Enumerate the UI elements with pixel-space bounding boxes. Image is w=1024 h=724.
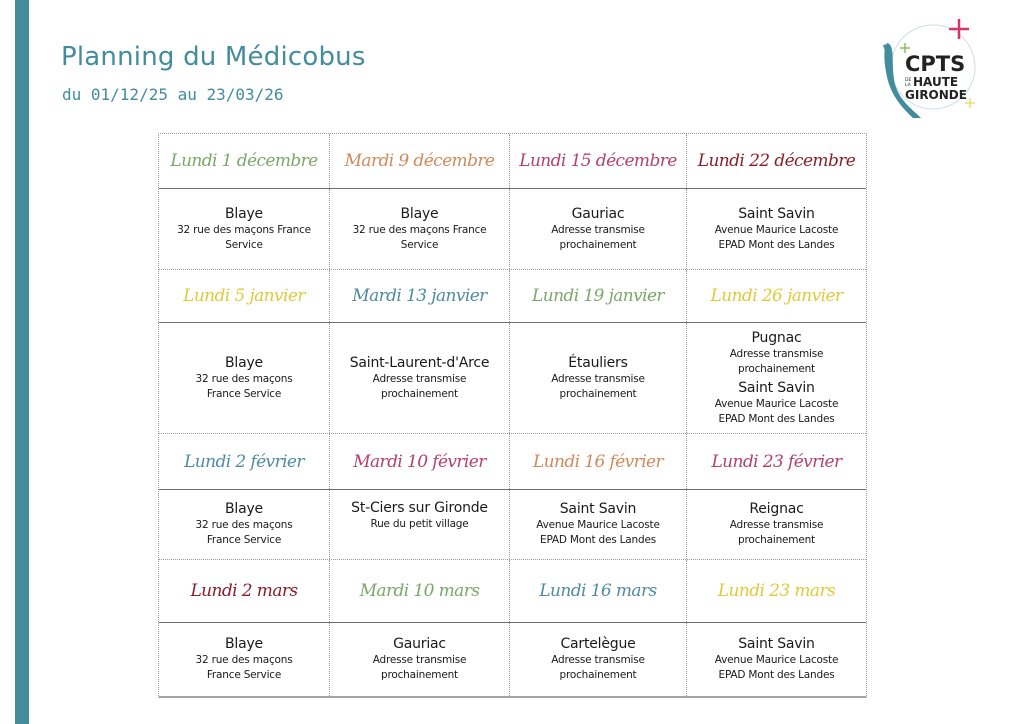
place-name: Gauriac bbox=[393, 636, 446, 652]
location-cell bbox=[687, 189, 866, 269]
date-label: Lundi 16 février bbox=[532, 451, 664, 472]
location-cell bbox=[330, 490, 510, 559]
month-block-february bbox=[159, 434, 866, 560]
date-label: Lundi 16 mars bbox=[539, 581, 657, 601]
location-row bbox=[159, 323, 866, 434]
cpts-logo bbox=[875, 15, 985, 120]
address-line: EPAD Mont des Landes bbox=[718, 238, 835, 251]
address-line: Service bbox=[400, 238, 439, 251]
date-label: Lundi 5 janvier bbox=[183, 286, 305, 306]
address-line: prochainement bbox=[559, 387, 637, 400]
date-label: Lundi 26 janvier bbox=[710, 286, 843, 306]
address-line: Adresse transmise bbox=[729, 347, 824, 360]
date-row bbox=[159, 434, 866, 490]
address-line: 32 rue des maçons France bbox=[352, 223, 487, 236]
place-name: Saint Savin bbox=[738, 379, 815, 396]
place-name: Blaye bbox=[400, 205, 439, 222]
location-cell bbox=[159, 623, 330, 696]
date-label: Lundi 2 février bbox=[184, 451, 304, 472]
place-name: Saint-Laurent-d'Arce bbox=[349, 354, 490, 371]
address-line: France Service bbox=[206, 669, 282, 681]
address-line: prochainement bbox=[381, 669, 458, 681]
date-label: Mardi 10 mars bbox=[359, 581, 480, 601]
date-row bbox=[159, 134, 866, 189]
location-cell bbox=[510, 189, 687, 269]
location-cell bbox=[510, 490, 687, 559]
location-cell bbox=[687, 623, 866, 696]
address-line: Rue du petit village bbox=[370, 518, 469, 530]
location-cell bbox=[159, 189, 330, 269]
address-line: Adresse transmise bbox=[551, 372, 645, 385]
location-cell bbox=[687, 323, 866, 433]
svg-text:DE: DE bbox=[905, 78, 912, 83]
address-line: 32 rue des maçons bbox=[195, 372, 293, 385]
date-row bbox=[159, 270, 866, 323]
address-line: Avenue Maurice Lacoste bbox=[714, 654, 839, 666]
location-cell bbox=[330, 189, 510, 269]
place-name: Pugnac bbox=[751, 329, 802, 346]
date-range-subtitle: du 01/12/25 au 23/03/26 bbox=[62, 85, 284, 104]
month-block-march bbox=[159, 560, 866, 696]
month-block-january bbox=[159, 270, 866, 434]
date-label: Mardi 9 décembre bbox=[344, 151, 495, 171]
address-line: Avenue Maurice Lacoste bbox=[536, 519, 660, 531]
address-line: Service bbox=[225, 238, 263, 251]
address-line: prochainement bbox=[381, 387, 458, 400]
date-label: Lundi 1 décembre bbox=[170, 151, 318, 171]
svg-text:GIRONDE: GIRONDE bbox=[905, 88, 967, 102]
address-line: Adresse transmise bbox=[372, 372, 467, 385]
address-line: Avenue Maurice Lacoste bbox=[714, 223, 839, 236]
location-cell bbox=[510, 323, 687, 433]
page-title: Planning du Médicobus bbox=[61, 42, 366, 72]
address-line: 32 rue des maçons bbox=[195, 519, 293, 531]
place-name: Gauriac bbox=[571, 205, 625, 222]
place-name: Cartelègue bbox=[560, 636, 636, 652]
place-name: Blaye bbox=[225, 205, 263, 222]
location-cell bbox=[159, 323, 330, 433]
date-label: Lundi 23 mars bbox=[717, 581, 836, 601]
address-line: prochainement bbox=[559, 669, 637, 681]
location-cell bbox=[510, 623, 687, 696]
place-name: Blaye bbox=[225, 636, 263, 652]
place-name: Blaye bbox=[225, 501, 263, 517]
address-line: prochainement bbox=[738, 534, 815, 546]
place-name: Étauliers bbox=[568, 354, 628, 371]
place-name: St-Ciers sur Gironde bbox=[351, 500, 488, 516]
place-name: Saint Savin bbox=[559, 501, 637, 517]
location-cell bbox=[330, 323, 510, 433]
address-line: Avenue Maurice Lacoste bbox=[714, 397, 839, 410]
location-row bbox=[159, 623, 866, 696]
location-cell bbox=[330, 623, 510, 696]
address-line: France Service bbox=[206, 387, 282, 400]
date-label: Lundi 19 janvier bbox=[532, 286, 664, 306]
place-name: Saint Savin bbox=[738, 636, 815, 652]
schedule-table bbox=[158, 133, 867, 698]
date-label: Lundi 23 février bbox=[711, 451, 842, 472]
place-name: Saint Savin bbox=[738, 205, 815, 222]
location-row bbox=[159, 189, 866, 270]
date-label: Mardi 10 février bbox=[353, 451, 486, 472]
address-line: Adresse transmise bbox=[372, 654, 467, 666]
location-row bbox=[159, 490, 866, 560]
date-row bbox=[159, 560, 866, 623]
svg-text:CPTS: CPTS bbox=[905, 52, 966, 76]
address-line: EPAD Mont des Landes bbox=[540, 534, 656, 546]
date-label: Mardi 13 janvier bbox=[352, 286, 487, 306]
address-line: 32 rue des maçons bbox=[195, 654, 293, 666]
address-line: prochainement bbox=[559, 238, 637, 251]
address-line: EPAD Mont des Landes bbox=[718, 669, 835, 681]
address-line: EPAD Mont des Landes bbox=[718, 412, 835, 425]
place-name: Blaye bbox=[225, 354, 263, 371]
address-line: Adresse transmise bbox=[729, 519, 824, 531]
address-line: France Service bbox=[206, 534, 282, 546]
date-label: Lundi 15 décembre bbox=[519, 151, 677, 171]
location-cell bbox=[687, 490, 866, 559]
logo-graphic bbox=[875, 15, 985, 120]
address-line: Adresse transmise bbox=[551, 654, 645, 666]
left-accent-bar bbox=[15, 0, 29, 724]
month-block-december bbox=[159, 134, 866, 270]
address-line: 32 rue des maçons France bbox=[177, 223, 311, 236]
address-line: prochainement bbox=[738, 362, 815, 375]
location-cell bbox=[159, 490, 330, 559]
date-label: Lundi 2 mars bbox=[190, 581, 298, 601]
address-line: Adresse transmise bbox=[551, 223, 645, 236]
svg-text:LA: LA bbox=[905, 83, 911, 88]
date-label: Lundi 22 décembre bbox=[697, 151, 856, 171]
place-name: Reignac bbox=[749, 501, 804, 517]
svg-text:HAUTE: HAUTE bbox=[913, 75, 959, 89]
